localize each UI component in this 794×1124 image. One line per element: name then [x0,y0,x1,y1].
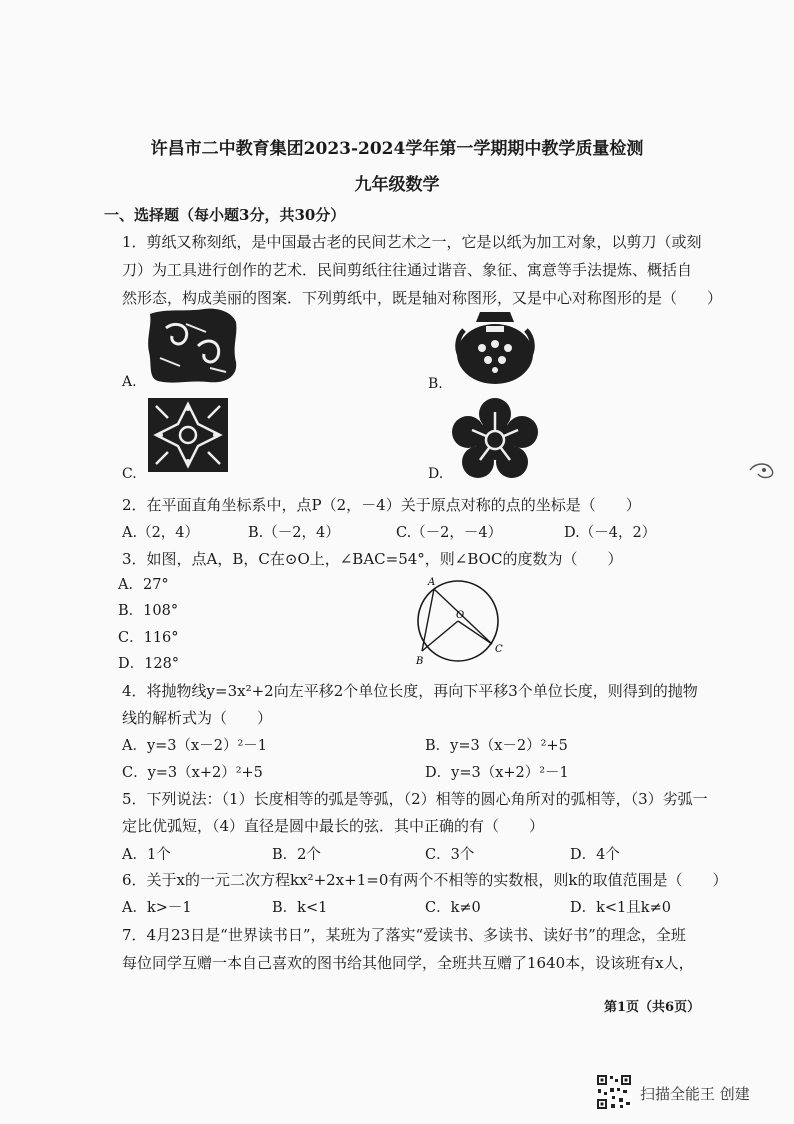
q3-option-d: D．128° [118,656,180,672]
q6-option-d: D．k<1且k≠0 [570,900,671,916]
q7-line-2: 每位同学互赠一本自己喜欢的图书给其他同学，全班共互赠了1640本，设该班有x人， [122,954,694,972]
q1-line-3: 然形态，构成美丽的图案．下列剪纸中，既是轴对称图形，又是中心对称图形的是（ ） [122,289,723,307]
q1-line-2: 刀）为工具进行创作的艺术．民间剪纸往往通过谐音、象征、寓意等手法提炼、概括自 [122,261,693,279]
circle-figure [402,572,518,666]
q2-option-b: B.（－2，4） [248,525,340,541]
q5-line-2: 定比优弧短，（4）直径是圆中最长的弦．其中正确的有（ ） [122,817,545,835]
exam-subtitle: 九年级数学 [354,175,440,195]
q5-option-c: C．3个 [425,847,475,863]
label-c: C [495,644,503,655]
q3-option-c: C．116° [118,630,179,646]
q4-line-1: 4．将抛物线y=3x²+2向左平移2个单位长度，再向下平移3个单位长度，则得到的抛物 [122,682,698,700]
q2-option-d: D.（－4，2） [564,525,657,541]
q4-option-c: C．y=3（x+2）²+5 [122,765,263,781]
exam-title: 许昌市二中教育集团2023-2024学年第一学期期中教学质量检测 [150,139,644,159]
q1-line-1: 1．剪纸又称刻纸，是中国最古老的民间艺术之一，它是以纸为加工对象，以剪刀（或刻 [122,233,702,251]
q4-option-a: A．y=3（x－2）²－1 [122,738,267,754]
papercut-a-image [146,306,240,386]
qr-code-icon [596,1074,632,1110]
q6-stem: 6．关于x的一元二次方程kx²+2x+1=0有两个不相等的实数根，则k的取值范围是（ ） [122,871,728,889]
scanner-watermark: 扫描全能王 创建 [640,1085,750,1103]
papercut-d-image [452,398,538,478]
q2-stem: 2．在平面直角坐标系中，点P（2，－4）关于原点对称的点的坐标是（ ） [122,496,641,514]
q6-option-c: C．k≠0 [425,900,481,916]
q5-line-1: 5．下列说法：（1）长度相等的弧是等弧，（2）相等的圆心角所对的弧相等，（3）劣弧一 [122,790,708,808]
q1-option-b: B. [428,376,443,392]
margin-doodle-image [748,460,788,482]
q4-line-2: 线的解析式为（ ） [122,709,273,727]
label-o: O [456,610,465,621]
papercut-b-image [452,308,538,388]
label-a: A [428,577,436,588]
q5-option-b: B．2个 [272,847,321,863]
q7-line-1: 7．4月23日是“世界读书日”，某班为了落实“爱读书、多读书、读好书”的理念，全班 [122,926,686,944]
q6-option-b: B．k<1 [272,900,328,916]
q6-option-a: A．k>－1 [122,900,192,916]
papercut-c-image [146,396,230,474]
q1-option-d: D. [428,466,444,482]
q3-option-b: B．108° [118,603,179,619]
q1-option-c: C. [122,466,137,482]
label-b: B [416,656,424,666]
radius-oc [458,621,492,644]
q3-stem: 3．如图，点A，B，C在⊙O上，∠BAC=54°，则∠BOC的度数为（ ） [122,550,623,568]
section-heading: 一、选择题（每小题3分，共30分） [104,206,346,224]
q3-option-a: A．27° [118,577,169,593]
q2-option-a: A.（2，4） [122,525,200,541]
q4-option-d: D．y=3（x+2）²－1 [425,765,569,781]
q5-option-a: A．1个 [122,847,171,863]
q4-option-b: B．y=3（x－2）²+5 [425,738,568,754]
q5-option-d: D．4个 [570,847,620,863]
page-number: 第1页（共6页） [604,1000,701,1015]
q1-option-a: A. [122,374,137,390]
q2-option-c: C.（－2，－4） [396,525,503,541]
